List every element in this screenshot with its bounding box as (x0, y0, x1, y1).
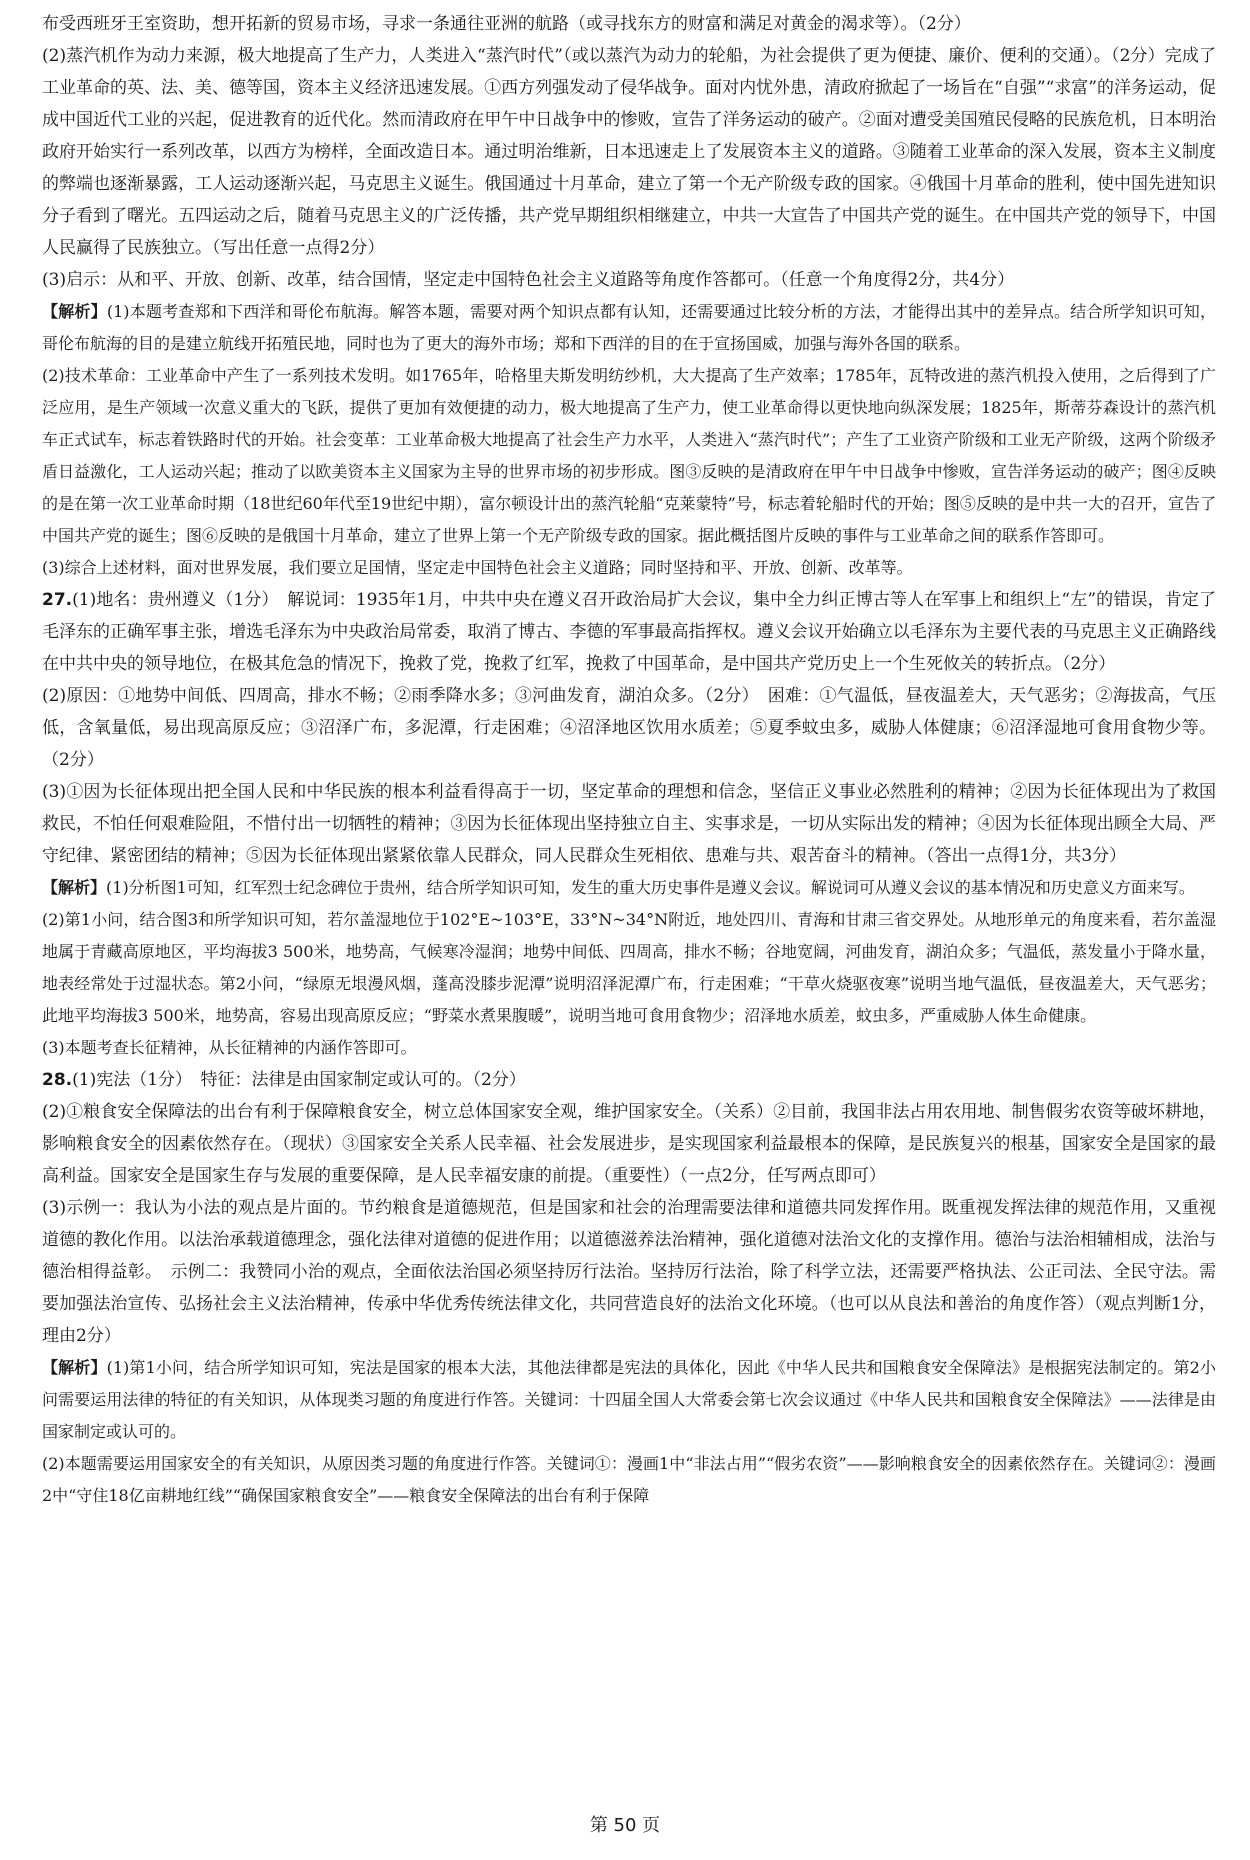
q27-analysis-1-text: (1)分析图1可知，红军烈士纪念碑位于贵州，结合所学知识可知，发生的重大历史事件是遵义会议。解说词可从遵义会议的基本情况和历史意义方面来写。 (106, 878, 1195, 897)
analysis-text: (1)本题考查郑和下西洋和哥伦布航海。解答本题，需要对两个知识点都有认知，还需要通过比较分析的方法，才能得出其中的差异点。结合所学知识可知，哥伦布航海的目的是建立航线开拓殖民地，同时也为了更大的海外市场；郑和下西洋的目的在于宣扬国威，加强与海外各国的联系。 (42, 302, 1216, 353)
q27-analysis-3: (3)本题考查长征精神，从长征精神的内涵作答即可。 (42, 1038, 417, 1057)
q27-analysis-1 (42, 872, 1216, 904)
question-number-27: 27. (42, 590, 73, 610)
q28-part2: (2)①粮食安全保障法的出台有利于保障粮食安全，树立总体国家安全观，维护国家安全。（关系）②目前，我国非法占用农用地、制售假劣农资等破坏耕地，影响粮食安全的因素依然存在。（现状）③国家安全关系人民幸福、社会发展进步，是实现国家利益最根本的保障，是民族复兴的根基，国家安全是国家的最高利益。国家安全是国家生存与发展的重要保障，是人民幸福安康的前提。（重要性）（一点2分，任写两点即可） (42, 1102, 1216, 1186)
analysis-tag: 【解析】 (42, 878, 107, 897)
q28-analysis-2: (2)本题需要运用国家安全的有关知识，从原因类习题的角度进行作答。关键词①：漫画1中“非法占用”“假劣农资”——影响粮食安全的因素依然存在。关键词②：漫画2中“守住18亿亩耕地红线”“确保国家粮食安全”——粮食安全保障法的出台有利于保障 (42, 1454, 1216, 1505)
q28-part3: (3)示例一：我认为小法的观点是片面的。节约粮食是道德规范，但是国家和社会的治理需要法律和道德共同发挥作用。既重视发挥法律的规范作用，又重视道德的教化作用。以法治承载道德理念，强化法律对道德的促进作用；以道德滋养法治精神，强化道德对法治文化的支撑作用。德治与法治相辅相成，法治与德治相得益彰。 示例二：我赞同小治的观点，全面依法治国必须坚持厉行法治。坚持厉行法治，除了科学立法，还需要严格执法、公正司法、全民守法。需要加强法治宣传、弘扬社会主义法治精神，传承中华优秀传统法律文化，共同营造良好的法治文化环境。（也可以从良法和善治的角度作答）（观点判断1分，理由2分） (42, 1198, 1216, 1346)
question-number-28: 28. (42, 1070, 73, 1090)
analysis-block-1 (42, 296, 1216, 360)
q28-part1 (42, 1064, 1216, 1096)
paragraph-cont: 布受西班牙王室资助，想开拓新的贸易市场，寻求一条通往亚洲的航路（或寻找东方的财富和满足对黄金的渴求等）。（2分） (42, 14, 971, 34)
q28-analysis-1-text: (1)第1小问，结合所学知识可知，宪法是国家的根本大法，其他法律都是宪法的具体化，因此《中华人民共和国粮食安全保障法》是根据宪法制定的。第2小问需要运用法律的特征的有关知识，从体现类习题的角度进行作答。关键词：十四届全国人大常委会第七次会议通过《中华人民共和国粮食安全保障法》——法律是由国家制定或认可的。 (42, 1358, 1216, 1441)
q27-analysis-2: (2)第1小问，结合图3和所学知识可知，若尔盖湿地位于102°E~103°E，33°N~34°N附近，地处四川、青海和甘肃三省交界处。从地形单元的角度来看，若尔盖湿地属于青藏高原地区，平均海拔3 500米，地势高，气候寒冷湿润；地势中间低、四周高，排水不畅；谷地宽阔，河曲发育，湖泊众多；气温低，蒸发量小于降水量，地表经常处于过湿状态。第2小问，“绿原无垠漫风烟，蓬高没膝步泥潭”说明沼泽泥潭广布，行走困难；“干草火烧驱夜寒”说明当地气温低，昼夜温差大，天气恶劣；此地平均海拔3 500米，地势高，容易出现高原反应；“野菜水煮果腹暖”，说明当地可食用食物少；沼泽地水质差，蚊虫多，严重威胁人体生命健康。 (42, 910, 1216, 1025)
analysis-block-3: (3)综合上述材料，面对世界发展，我们要立足国情，坚定走中国特色社会主义道路；同时坚持和平、开放、创新、改革等。 (42, 558, 913, 577)
q28-part1-text: (1)宪法（1分） 特征：法律是由国家制定或认可的。（2分） (72, 1070, 526, 1090)
q27-part3: (3)①因为长征体现出把全国人民和中华民族的根本利益看得高于一切，坚定革命的理想和信念，坚信正义事业必然胜利的精神；②因为长征体现出为了救国救民，不怕任何艰难险阻，不惜付出一切牺牲的精神；③因为长征体现出坚持独立自主、实事求是，一切从实际出发的精神；④因为长征体现出顾全大局、严守纪律、紧密团结的精神；⑤因为长征体现出紧紧依靠人民群众，同人民群众生死相依、患难与共、艰苦奋斗的精神。（答出一点得1分，共3分） (42, 782, 1216, 866)
q27-part2: (2)原因：①地势中间低、四周高，排水不畅；②雨季降水多；③河曲发育，湖泊众多。（2分） 困难：①气温低，昼夜温差大，天气恶劣；②海拔高，气压低，含氧量低，易出现高原反应；③沼泽广布，多泥潭，行走困难；④沼泽地区饮用水质差；⑤夏季蚊虫多，威胁人体健康；⑥沼泽湿地可食用食物少等。（2分） (42, 686, 1216, 770)
q27-part1 (42, 584, 1216, 680)
analysis-block-2: (2)技术革命：工业革命中产生了一系列技术发明。如1765年，哈格里夫斯发明纺纱机，大大提高了生产效率；1785年，瓦特改进的蒸汽机投入使用，之后得到了广泛应用，是生产领域一次意义重大的飞跃，提供了更加有效便捷的动力，极大地提高了生产力，使工业革命得以更快地向纵深发展；1825年，斯蒂芬森设计的蒸汽机车正式试车，标志着铁路时代的开始。社会变革：工业革命极大地提高了社会生产力水平，人类进入“蒸汽时代”；产生了工业资产阶级和工业无产阶级，这两个阶级矛盾日益激化，工人运动兴起；推动了以欧美资本主义国家为主导的世界市场的初步形成。图③反映的是清政府在甲午中日战争中惨败，宣告洋务运动的破产；图④反映的是在第一次工业革命时期（18世纪60年代至19世纪中期），富尔顿设计出的蒸汽轮船“克莱蒙特”号，标志着轮船时代的开始；图⑤反映的是中共一大的召开，宣告了中国共产党的诞生；图⑥反映的是俄国十月革命，建立了世界上第一个无产阶级专政的国家。据此概括图片反映的事件与工业革命之间的联系作答即可。 (42, 366, 1216, 545)
analysis-tag: 【解析】 (42, 1358, 107, 1377)
q28-analysis-1 (42, 1352, 1216, 1448)
q27-part1-text: (1)地名：贵州遵义（1分） 解说词：1935年1月，中共中央在遵义召开政治局扩大会议，集中全力纠正博古等人在军事上和组织上“左”的错误，肯定了毛泽东的正确军事主张，增选毛泽东为中央政治局常委，取消了博古、李德的军事最高指挥权。遵义会议开始确立以毛泽东为主要代表的马克思主义正确路线在中共中央的领导地位，在极其危急的情况下，挽救了党，挽救了红军，挽救了中国革命，是中国共产党历史上一个生死攸关的转折点。（2分） (42, 590, 1216, 674)
paragraph-q3: (3)启示：从和平、开放、创新、改革，结合国情，坚定走中国特色社会主义道路等角度作答都可。（任意一个角度得2分，共4分） (42, 270, 1015, 290)
paragraph-q2: (2)蒸汽机作为动力来源，极大地提高了生产力，人类进入“蒸汽时代”（或以蒸汽为动力的轮船，为社会提供了更为便捷、廉价、便利的交通）。（2分）完成了工业革命的英、法、美、德等国，资本主义经济迅速发展。①西方列强发动了侵华战争。面对内忧外患，清政府掀起了一场旨在“自强”“求富”的洋务运动，促成中国近代工业的兴起，促进教育的近代化。然而清政府在甲午中日战争中的惨败，宣告了洋务运动的破产。②面对遭受美国殖民侵略的民族危机，日本明治政府开始实行一系列改革，以西方为榜样，全面改造日本。通过明治维新，日本迅速走上了发展资本主义的道路。③随着工业革命的深入发展，资本主义制度的弊端也逐渐暴露，工人运动逐渐兴起，马克思主义诞生。俄国通过十月革命，建立了第一个无产阶级专政的国家。④俄国十月革命的胜利，使中国先进知识分子看到了曙光。五四运动之后，随着马克思主义的广泛传播，共产党早期组织相继建立，中共一大宣告了中国共产党的诞生。在中国共产党的领导下，中国人民赢得了民族独立。（写出任意一点得2分） (42, 46, 1216, 258)
analysis-tag: 【解析】 (42, 302, 107, 321)
page-number: 第 50 页 (589, 1815, 661, 1836)
